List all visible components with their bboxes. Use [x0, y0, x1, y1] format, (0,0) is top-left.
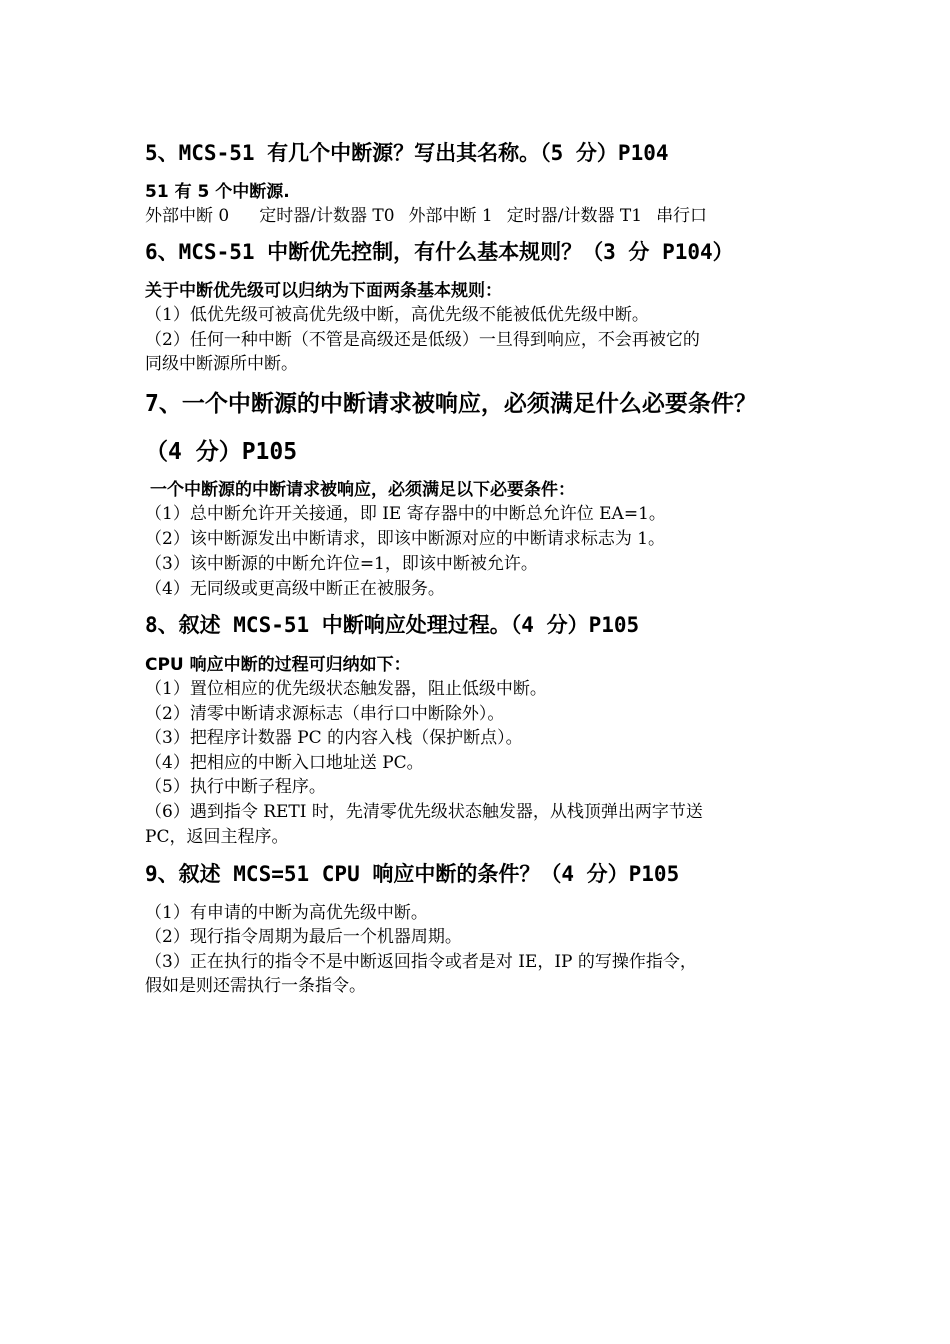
q6-rule-line: 同级中断源所中断。: [145, 354, 298, 374]
q7-condition-line: （1）总中断允许开关接通，即 IE 寄存器中的中断总允许位 EA=1。: [145, 504, 666, 524]
q5-source-item: 串行口: [656, 206, 708, 226]
q7-condition-line: （3）该中断源的中断允许位=1，即该中断被允许。: [145, 554, 538, 574]
q8-step-line: （6）遇到指令 RETI 时，先清零优先级状态触发器，从栈顶弹出两字节送: [145, 802, 703, 822]
q9-condition-line: （3）正在执行的指令不是中断返回指令或者是对 IE，IP 的写操作指令，: [145, 952, 697, 972]
q9-condition-line: （1）有申请的中断为高优先级中断。: [145, 903, 428, 923]
q6-rule-line: （1）低优先级可被高优先级中断，高优先级不能被低优先级中断。: [145, 305, 649, 325]
q9-condition-line: 假如是则还需执行一条指令。: [145, 976, 366, 996]
q8-step-line: （2）清零中断请求源标志（串行口中断除外）。: [145, 704, 505, 724]
q5-source-item: 定时器/计数器 T0: [259, 206, 395, 226]
q9-condition-line: （2）现行指令周期为最后一个机器周期。: [145, 927, 462, 947]
q5-lead: 51 有 5 个中断源.: [145, 182, 290, 202]
q7-condition-line: （4）无同级或更高级中断正在被服务。: [145, 579, 445, 599]
q8-heading: 8、叙述 MCS-51 中断响应处理过程。（4 分）P105: [145, 613, 640, 637]
q7-lead: 一个中断源的中断请求被响应，必须满足以下必要条件：: [150, 480, 575, 500]
q7-condition-line: （2）该中断源发出中断请求，即该中断源对应的中断请求标志为 1。: [145, 529, 666, 549]
q8-step-line: （5）执行中断子程序。: [145, 777, 326, 797]
q8-step-line: PC，返回主程序。: [145, 827, 289, 847]
q5-source-item: 外部中断 1: [408, 206, 493, 226]
q9-heading: 9、叙述 MCS=51 CPU 响应中断的条件？（4 分）P105: [145, 862, 680, 886]
q8-step-line: （1）置位相应的优先级状态触发器，阻止低级中断。: [145, 679, 547, 699]
q8-step-line: （4）把相应的中断入口地址送 PC。: [145, 753, 424, 773]
q7-heading: 7、一个中断源的中断请求被响应，必须满足什么必要条件？: [145, 391, 757, 417]
q8-step-line: （3）把程序计数器 PC 的内容入栈（保护断点）。: [145, 728, 523, 748]
q7-heading-continued: （4 分）P105: [145, 439, 298, 465]
q6-lead: 关于中断优先级可以归纳为下面两条基本规则：: [145, 281, 502, 301]
q5-heading: 5、MCS-51 有几个中断源？写出其名称。（5 分）P104: [145, 141, 669, 165]
q5-source-list: [145, 201, 737, 226]
q5-source-item: 定时器/计数器 T1: [506, 206, 643, 226]
q8-lead: CPU 响应中断的过程可归纳如下：: [145, 655, 411, 675]
q6-heading: 6、MCS-51 中断优先控制，有什么基本规则？（3 分 P104）: [145, 240, 734, 264]
q5-source-item: 外部中断 0: [145, 206, 230, 226]
q6-rule-line: （2）任何一种中断（不管是高级还是低级）一旦得到响应，不会再被它的: [145, 330, 700, 350]
